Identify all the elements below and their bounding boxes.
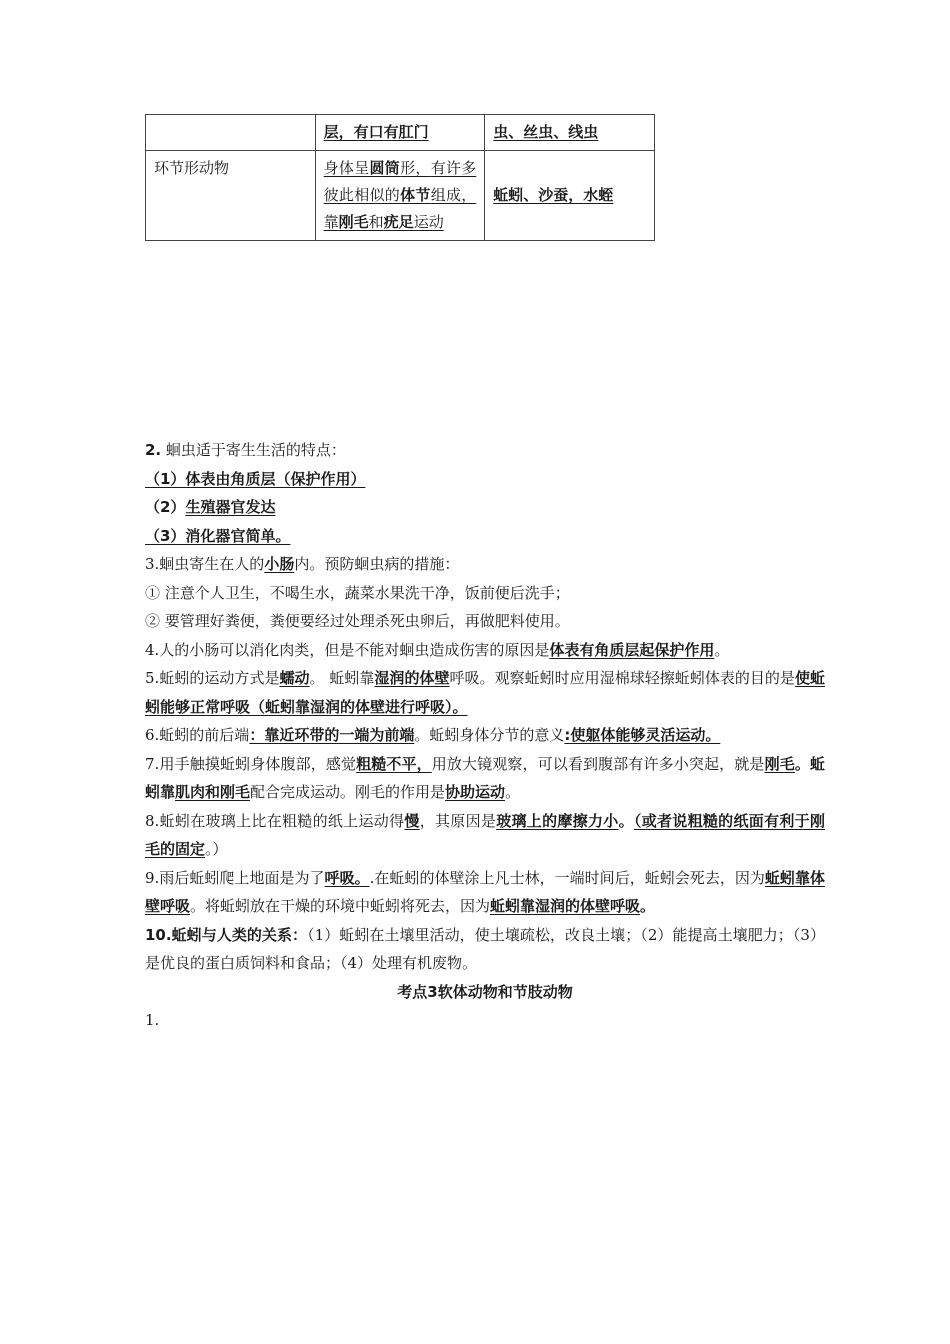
table-cell: [315, 151, 485, 241]
paragraph: [145, 522, 825, 551]
table-cell: [146, 115, 316, 151]
animal-table: [145, 114, 655, 241]
cell-text: 组成，: [430, 186, 477, 204]
paragraph-text: 。: [618, 811, 634, 830]
paragraph-text: 5.蚯蚓的运动方式是: [145, 669, 280, 687]
paragraph: [145, 721, 825, 750]
cell-text: 圆筒: [369, 159, 401, 177]
paragraph-text: 8.蚯蚓在玻璃上比在粗糙的纸上运动得: [145, 811, 405, 830]
cell-text: 层，有口有肛门: [323, 123, 429, 141]
answer-text: （3）消化器官简单。: [145, 526, 291, 545]
answer-text: （1）体表由角质层（保护作用）: [145, 469, 366, 488]
answer-text: 使蚯蚓能够正常呼吸（蚯蚓靠湿润的体壁进行呼吸）。: [145, 669, 825, 716]
cell-text: 运动: [413, 213, 444, 231]
cell-text: 刚毛: [338, 213, 369, 231]
table-cell: [315, 115, 485, 151]
answer-text: 慢: [404, 811, 420, 830]
paragraph: [145, 579, 825, 608]
cell-text: 蚯蚓、沙蚕，水蛭: [493, 186, 614, 204]
paragraph-text: 配合完成运动。刚毛的作用是: [250, 783, 446, 801]
table-cell: [485, 115, 655, 151]
paragraph: [145, 465, 825, 494]
paragraph: [145, 864, 825, 921]
paragraph-text: 。 蚯蚓靠: [309, 669, 375, 687]
cell-text: 有许多彼此相似的: [323, 159, 477, 204]
paragraph: [145, 607, 825, 636]
item-number: 2.: [145, 441, 162, 459]
answer-text: 蚯蚓靠体壁呼吸: [145, 868, 825, 915]
answer-text: 肌肉和刚毛: [175, 783, 251, 801]
paragraph: [145, 493, 825, 522]
paragraph-text: 。: [714, 640, 730, 659]
paragraph-text: .在蚯蚓的体壁涂上凡士林，一端时间后，蚯蚓会死去，因为: [369, 868, 765, 887]
answer-text: 体表有角质层起保护作用: [549, 640, 715, 659]
answer-text: 湿润的体壁: [374, 669, 450, 687]
paragraph-text: 。）: [205, 840, 228, 858]
answer-text: 蠕动: [279, 669, 310, 687]
paragraph-text: 呼吸。观察蚯蚓时应用湿棉球轻擦蚯蚓体表的目的是: [449, 669, 795, 687]
cell-text: 体节: [400, 186, 431, 204]
paragraph-text: ，其原因是: [419, 811, 497, 830]
cell-text: 形，: [400, 159, 431, 177]
table-cell: 环节形动物: [146, 151, 316, 241]
paragraph: [145, 750, 825, 807]
cell-text: 靠: [323, 213, 339, 231]
paragraph-text: 3.蛔虫寄生在人的: [145, 555, 265, 573]
paragraph-text: 。蚯蚓身体分节的意义: [414, 726, 565, 744]
paragraph-text: ② 要管理好粪便，粪便要经过处理杀死虫卵后，再做肥料使用。: [145, 612, 570, 630]
section-title: 考点3软体动物和节肢动物: [397, 982, 573, 1001]
paragraph: [145, 550, 825, 579]
paragraph-text: 。: [640, 897, 656, 915]
paragraph-text: 4.人的小肠可以消化肉类，但是不能对蛔虫造成伤害的原因是: [145, 640, 550, 659]
paragraph-text: 蛔虫适于寄生生活的特点：: [165, 441, 346, 459]
answer-text: 玻璃上的摩擦力小: [496, 811, 619, 830]
paragraph: [145, 636, 825, 665]
paragraph: [145, 921, 825, 978]
paragraph-text: 7.用手触摸蚯蚓身体腹部，感觉: [145, 754, 357, 773]
paragraph-text: （2）: [145, 498, 186, 516]
answer-text: 粗糙不平，: [356, 754, 432, 773]
answer-text: 小肠: [264, 555, 295, 573]
cell-text: 疣足: [383, 213, 414, 231]
paragraph-text: 。将蚯蚓放在干燥的环境中蚯蚓将死去，因为: [190, 897, 491, 915]
paragraph: [145, 807, 825, 864]
answer-text: 蚯蚓靠湿润的体壁呼吸: [490, 897, 641, 915]
answer-text: 刚毛: [764, 754, 795, 773]
answer-text: ：靠近环带的一端为前端: [249, 726, 415, 744]
table-row: [146, 151, 655, 241]
paragraph: [145, 664, 825, 721]
answer-text: :使躯体能够灵活运动。: [564, 726, 721, 744]
answer-text: 协助运动: [445, 783, 506, 801]
answer-text: 呼吸。: [324, 868, 370, 887]
cell-text: 虫、丝虫、线虫: [493, 123, 599, 141]
cell-text: 身体呈: [323, 159, 370, 177]
paragraph-text: 内。预防蛔虫病的措施：: [294, 555, 460, 573]
paragraph: 1.: [145, 1011, 160, 1029]
cell-text: 和: [368, 213, 384, 231]
paragraph-text: 6.蚯蚓的前后端: [145, 726, 250, 744]
document-body: [145, 436, 825, 1035]
paragraph-text: 10.蚯蚓与人类的关系：: [145, 925, 308, 944]
paragraph-text: （1）蚯蚓在土壤里活动，使土壤疏松，改良土壤；（2）能提高土壤肥力；（3）是优良的蛋白质饲料和食品；（4）处理有机废物。: [145, 925, 825, 972]
paragraph-text: 。: [505, 783, 521, 801]
table-row: [146, 115, 655, 151]
paragraph-text: 用放大镜观察，可以看到腹部有许多小突起，就是: [431, 754, 765, 773]
paragraph-text: ① 注意个人卫生，不喝生水，蔬菜水果洗干净，饭前便后洗手；: [145, 583, 570, 602]
answer-text: 生殖器官发达: [185, 498, 276, 516]
paragraph: [145, 436, 825, 465]
paragraph-text: 。蚯蚓靠: [145, 754, 825, 801]
paragraph-text: 9.雨后蚯蚓爬上地面是为了: [145, 868, 325, 887]
table-cell: [485, 151, 655, 241]
answer-text: （或者说粗糙的纸面有利于刚毛的固定: [145, 811, 825, 858]
